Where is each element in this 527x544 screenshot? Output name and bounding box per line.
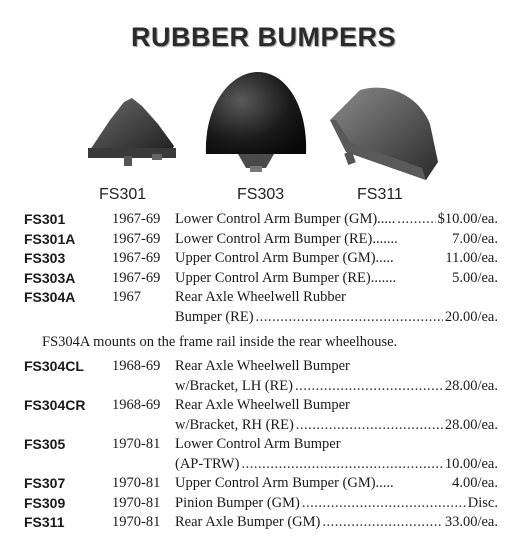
part-number: FS301A: [24, 230, 76, 247]
mounting-note: FS304A mounts on the frame rail inside the rear wheelhouse.: [42, 334, 398, 350]
product-label-fs303: FS303: [237, 186, 285, 203]
leader-dots: [295, 377, 443, 397]
years: 1967: [112, 289, 141, 305]
part-number: FS304A: [24, 289, 76, 305]
part-number: FS303A: [24, 269, 76, 286]
years: 1970-81: [112, 475, 161, 491]
fs311-bumper-image: [326, 80, 446, 184]
catalog-row: [24, 494, 498, 514]
part-number: FS305: [24, 436, 66, 452]
catalog-row: [24, 230, 498, 250]
description: Rear Axle Wheelwell Bumper: [175, 358, 350, 374]
catalog-list: [24, 210, 498, 533]
part-number: FS303: [24, 250, 66, 266]
price: 10.00/ea.: [444, 455, 498, 472]
price: 28.00/ea.: [444, 377, 498, 394]
description-continued: (AP-TRW): [175, 455, 240, 472]
description: Pinion Bumper (GM): [175, 494, 300, 511]
leader-dots: [256, 308, 443, 328]
fs303-bumper-image: [200, 66, 312, 176]
description: Upper Control Arm Bumper (GM).....: [175, 250, 394, 266]
years: 1970-81: [112, 436, 161, 452]
catalog-row: [24, 249, 498, 269]
catalog-row: [24, 474, 498, 494]
years: 1968-69: [112, 397, 161, 413]
price: 28.00/ea.: [444, 416, 498, 433]
page-title: RUBBER BUMPERS: [130, 22, 397, 52]
price: $10.00/ea.: [437, 211, 498, 227]
years: 1970-81: [112, 514, 161, 530]
part-number: FS311: [24, 514, 65, 530]
years: 1967-69: [112, 211, 161, 227]
price: 33.00/ea.: [444, 514, 498, 530]
price: 5.00/ea.: [452, 269, 498, 286]
part-number: FS304CR: [24, 397, 86, 413]
years: 1967-69: [112, 250, 161, 266]
leader-dots: [302, 494, 466, 514]
product-label-fs301: FS301: [99, 186, 147, 203]
description: Rear Axle Wheelwell Rubber: [175, 289, 346, 305]
description: Lower Control Arm Bumper (GM).....: [175, 211, 396, 227]
part-number: FS307: [24, 475, 66, 491]
price: 7.00/ea.: [452, 230, 498, 247]
years: 1968-69: [112, 358, 161, 374]
description-continued: w/Bracket, LH (RE): [175, 377, 293, 394]
catalog-row: [24, 288, 498, 327]
part-number: FS304CL: [24, 358, 84, 374]
description: Lower Control Arm Bumper (RE).......: [175, 230, 398, 247]
leader-dots: [296, 416, 443, 436]
description: Upper Control Arm Bumper (GM).....: [175, 475, 394, 491]
description-continued: Bumper (RE): [175, 308, 254, 325]
catalog-row: [24, 357, 498, 396]
price: 11.00/ea.: [445, 250, 498, 266]
catalog-row: [24, 269, 498, 289]
part-number: FS301: [24, 211, 66, 227]
description-continued: w/Bracket, RH (RE): [175, 416, 294, 433]
leader-dots: [322, 513, 442, 533]
fs301-bumper-image: [80, 92, 180, 168]
description: Rear Axle Bumper (GM): [175, 514, 321, 530]
description: Upper Control Arm Bumper (RE).......: [175, 269, 397, 286]
price: 4.00/ea.: [452, 475, 498, 491]
product-label-fs311: FS311: [357, 186, 403, 203]
leader-dots: [241, 455, 442, 475]
catalog-row: [24, 435, 498, 474]
price: Disc.: [467, 494, 498, 511]
catalog-row: [24, 513, 498, 533]
years: 1967-69: [112, 269, 161, 286]
price: 20.00/ea.: [444, 308, 498, 325]
part-number: FS309: [24, 494, 66, 511]
description: Rear Axle Wheelwell Bumper: [175, 397, 350, 413]
description: Lower Control Arm Bumper: [175, 436, 341, 452]
years: 1970-81: [112, 494, 161, 511]
catalog-row: [24, 396, 498, 435]
catalog-row: [24, 210, 498, 230]
years: 1967-69: [112, 230, 161, 247]
